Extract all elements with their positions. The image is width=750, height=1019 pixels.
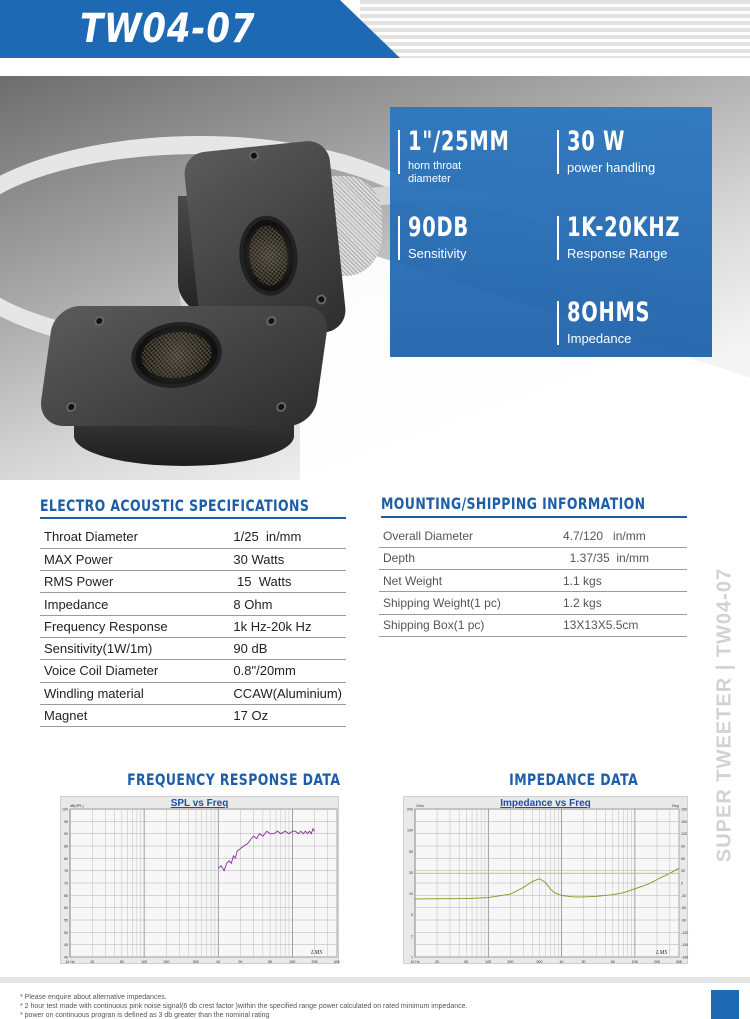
spec-name: Shipping Box(1 pc) <box>379 614 559 636</box>
y-right-tick-label: 120 <box>681 832 687 837</box>
impedance-heading: IMPEDANCE DATA <box>509 770 639 789</box>
spec-row <box>40 704 346 726</box>
spec-name: Throat Diameter <box>40 526 229 548</box>
spec-label: power handling <box>567 160 656 175</box>
spec-row <box>379 547 687 569</box>
spec-value: 4.7/120 in/mm <box>559 525 687 547</box>
x-tick-label: 20 <box>435 960 440 964</box>
y-right-tick-label: -180 <box>681 955 689 960</box>
y-right-tick-label: 90 <box>681 844 685 849</box>
product-title: TW04-07 <box>80 6 256 52</box>
spec-value: 1k Hz-20k Hz <box>229 615 346 637</box>
screw-icon <box>94 316 105 326</box>
spec-row <box>379 614 687 636</box>
spec-divider <box>398 216 400 260</box>
y-tick-label: 100 <box>407 828 413 833</box>
y-tick-label: 5 <box>411 913 413 918</box>
screw-icon <box>248 150 259 161</box>
impedance-chart-svg <box>404 797 689 965</box>
spec-divider <box>557 216 559 260</box>
spec-value: 1.2 kgs <box>559 592 687 614</box>
spl-chart <box>60 796 339 964</box>
spec-value: 1/25 in/mm <box>229 526 346 548</box>
spec-label: Response Range <box>567 246 668 261</box>
y-tick-label: 40 <box>64 955 68 960</box>
spl-brand-mark: LMS <box>311 950 323 956</box>
spec-value: 90DB <box>408 212 469 243</box>
spec-value: 13X13X5.5cm <box>559 614 687 636</box>
footnote: * Please enquire about alternative impedances. <box>20 994 167 1001</box>
x-tick-label: 2K <box>581 960 586 964</box>
impedance-chart <box>403 796 688 964</box>
spec-value: 90 dB <box>229 637 346 659</box>
mounting-heading-rule <box>381 516 687 518</box>
y-tick-label: 75 <box>64 869 68 874</box>
spec-name: Depth <box>379 547 559 569</box>
x-tick-label: 100 <box>485 960 492 964</box>
mounting-specs-table <box>379 525 687 637</box>
impedance-chart-title: Impedance vs Freq <box>500 798 591 809</box>
spec-value: 1K-20KHZ <box>567 212 681 243</box>
spec-name: Magnet <box>40 704 229 726</box>
x-tick-label: 200 <box>163 960 170 964</box>
spec-row <box>40 615 346 637</box>
impedance-unit-label: Ohm <box>416 804 424 808</box>
back-tweeter-dome <box>235 213 301 299</box>
x-tick-label: 20K <box>311 960 318 964</box>
x-tick-label: 5K <box>267 960 273 964</box>
x-tick-label: 10 Hz <box>410 960 420 964</box>
spec-row <box>40 526 346 548</box>
y-tick-label: 10 <box>409 892 413 897</box>
y-tick-label: 70 <box>64 881 68 886</box>
y-tick-label: 1 <box>411 955 413 960</box>
x-tick-label: 10K <box>289 960 296 964</box>
electro-heading-rule <box>40 517 346 519</box>
y-right-tick-label: -60 <box>681 906 687 911</box>
x-tick-label: 40K <box>333 960 340 964</box>
spec-row <box>40 660 346 682</box>
spec-divider <box>557 301 559 345</box>
mounting-heading: MOUNTING/SHIPPING INFORMATION <box>381 494 646 513</box>
x-tick-label: 20K <box>653 960 661 964</box>
y-tick-label: 85 <box>64 844 68 849</box>
impedance-brand-mark: LMS <box>656 950 668 956</box>
x-tick-label: 1K <box>216 960 221 964</box>
phase-unit-label: Deg <box>672 804 679 808</box>
y-tick-label: 95 <box>64 819 68 824</box>
spec-name: RMS Power <box>40 571 229 593</box>
spec-row <box>40 682 346 704</box>
spl-unit-label: dB(SPL) <box>70 804 84 808</box>
spec-row <box>379 570 687 592</box>
y-tick-label: 60 <box>64 906 68 911</box>
x-tick-label: 10 Hz <box>65 960 75 964</box>
frequency-heading: FREQUENCY RESPONSE DATA <box>127 770 341 789</box>
y-tick-label: 2 <box>411 934 413 939</box>
spec-row <box>379 592 687 614</box>
y-right-tick-label: 30 <box>681 869 685 874</box>
spec-name: Voice Coil Diameter <box>40 660 229 682</box>
footnotes <box>20 993 467 1019</box>
screw-icon <box>266 316 277 326</box>
y-tick-label: 65 <box>64 893 68 898</box>
x-tick-label: 2K <box>238 960 243 964</box>
spec-divider <box>398 130 400 174</box>
electro-heading: ELECTRO ACOUSTIC SPECIFICATIONS <box>40 496 310 515</box>
spec-row <box>40 571 346 593</box>
spec-row <box>379 525 687 547</box>
electro-specs-table <box>40 526 346 727</box>
spec-label: horn throat diameter <box>408 160 462 185</box>
spec-name: Frequency Response <box>40 615 229 637</box>
x-tick-label: 100 <box>141 960 148 964</box>
spec-row <box>40 593 346 615</box>
y-right-tick-label: 60 <box>681 856 685 861</box>
spec-name: MAX Power <box>40 548 229 570</box>
y-right-tick-label: 0 <box>681 881 683 886</box>
screw-icon <box>316 294 327 305</box>
spec-value: 8 Ohm <box>229 593 346 615</box>
y-tick-label: 20 <box>409 870 413 875</box>
x-tick-label: 50 <box>464 960 469 964</box>
spec-value: 15 Watts <box>229 571 346 593</box>
y-right-tick-label: -120 <box>681 930 689 935</box>
screw-icon <box>66 402 77 412</box>
spec-row <box>40 548 346 570</box>
spec-value: 8OHMS <box>567 297 651 328</box>
header <box>0 0 750 66</box>
spec-label: Impedance <box>567 331 632 346</box>
spl-chart-title: SPL vs Freq <box>170 798 229 809</box>
spec-name: Overall Diameter <box>379 525 559 547</box>
front-tweeter <box>38 306 331 426</box>
x-tick-label: 5K <box>610 960 616 964</box>
y-tick-label: 55 <box>64 918 68 923</box>
spec-value: 30 W <box>567 126 626 157</box>
spec-row <box>40 637 346 659</box>
y-tick-label: 90 <box>64 832 68 837</box>
y-tick-label: 100 <box>62 807 68 812</box>
y-tick-label: 45 <box>64 943 68 948</box>
y-right-tick-label: 180 <box>681 807 687 812</box>
y-tick-label: 50 <box>64 930 68 935</box>
x-tick-label: 50 <box>119 960 124 964</box>
x-tick-label: 20 <box>90 960 95 964</box>
y-right-tick-label: -90 <box>681 918 687 923</box>
spec-value: CCAW(Aluminium) <box>229 682 346 704</box>
spec-value: 1.1 kgs <box>559 570 687 592</box>
spec-divider <box>557 130 559 174</box>
spec-name: Impedance <box>40 593 229 615</box>
spec-value: 1"/25MM <box>408 126 510 157</box>
footnote: * 2 hour test made with continuous pink noise signal(6 db crest factor )within the specified range power calculated on rated minimum impedance. <box>20 1003 468 1010</box>
y-right-tick-label: 150 <box>681 819 687 824</box>
x-tick-label: 500 <box>192 960 199 964</box>
y-right-tick-label: -30 <box>681 893 687 898</box>
screw-icon <box>276 402 287 412</box>
x-tick-label: 200 <box>507 960 514 964</box>
spec-value: 30 Watts <box>229 548 346 570</box>
x-tick-label: 40K <box>675 960 683 964</box>
side-label <box>707 565 743 865</box>
side-label-text: SUPER TWEETER | TW04-07 <box>713 567 736 863</box>
spec-value: 1.37/35 in/mm <box>559 547 687 569</box>
x-tick-label: 10K <box>631 960 639 964</box>
spec-name: Sensitivity(1W/1m) <box>40 637 229 659</box>
spec-value: 17 Oz <box>229 704 346 726</box>
x-tick-label: 500 <box>536 960 543 964</box>
spec-label: Sensitivity <box>408 246 467 261</box>
y-tick-label: 80 <box>64 856 68 861</box>
spl-chart-svg <box>61 797 340 965</box>
spec-value: 0.8"/20mm <box>229 660 346 682</box>
footer-rule <box>0 977 750 983</box>
header-stripes <box>360 0 750 58</box>
product-hero <box>0 76 750 480</box>
corner-block <box>711 990 739 1019</box>
footnote: * power on continuous progran is defined as 3 db greater than the nominal rating <box>20 1012 270 1019</box>
y-tick-label: 50 <box>409 849 413 854</box>
spec-name: Shipping Weight(1 pc) <box>379 592 559 614</box>
spec-name: Windling material <box>40 682 229 704</box>
y-tick-label: 200 <box>407 807 413 812</box>
y-right-tick-label: -150 <box>681 943 689 948</box>
front-tweeter-dome <box>127 322 226 388</box>
spec-name: Net Weight <box>379 570 559 592</box>
x-tick-label: 1K <box>559 960 564 964</box>
